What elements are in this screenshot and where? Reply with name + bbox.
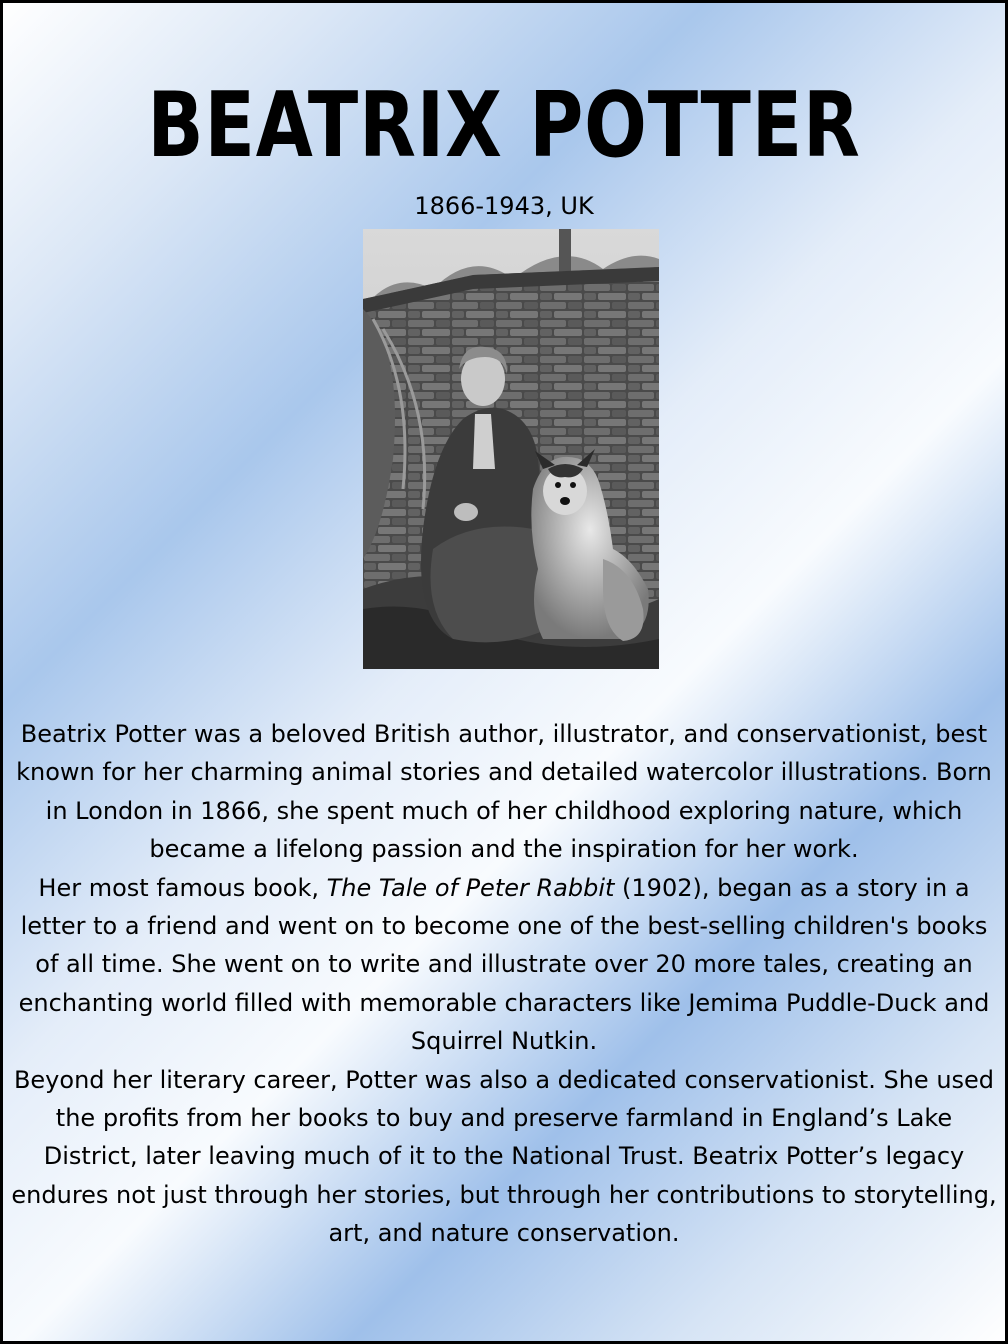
biography-paragraph-2 (11, 869, 997, 1061)
biography-paragraph-3 (11, 1061, 997, 1253)
paragraph-text: Her most famous book, (38, 873, 327, 902)
page-title: BEATRIX POTTER (147, 73, 861, 178)
biography (11, 715, 997, 1253)
paragraph-text: (1902), began as a story in a letter to a friend and went on to become one of the best-selling children's books of all time. She went on to write and illustrate over 20 more tales, creating an enchanting world filled with memorable characters like Jemima Puddle-Duck and Squirrel Nutkin. (18, 873, 990, 1056)
paragraph-text: Beatrix Potter was a beloved British author, illustrator, and conservationist, best known for her charming animal stories and detailed watercolor illustrations. Born in London in 1866, she spent much of her childhood exploring nature, which became a lifelong passion and the inspiration for her work. (16, 720, 992, 864)
life-dates: 1866-1943, UK (414, 192, 594, 220)
portrait-photo (363, 229, 659, 669)
paragraph-text: Beyond her literary career, Potter was also a dedicated conservationist. She used the profits from her books to buy and preserve farmland in England’s Lake District, later leaving much of it to the National Trust. Beatrix Potter’s legacy endures not just through her stories, but through her contributions to storytelling, art, and nature conservation. (11, 1065, 997, 1248)
book-title: The Tale of Peter Rabbit (326, 873, 615, 902)
biography-paragraph-1 (11, 715, 997, 869)
